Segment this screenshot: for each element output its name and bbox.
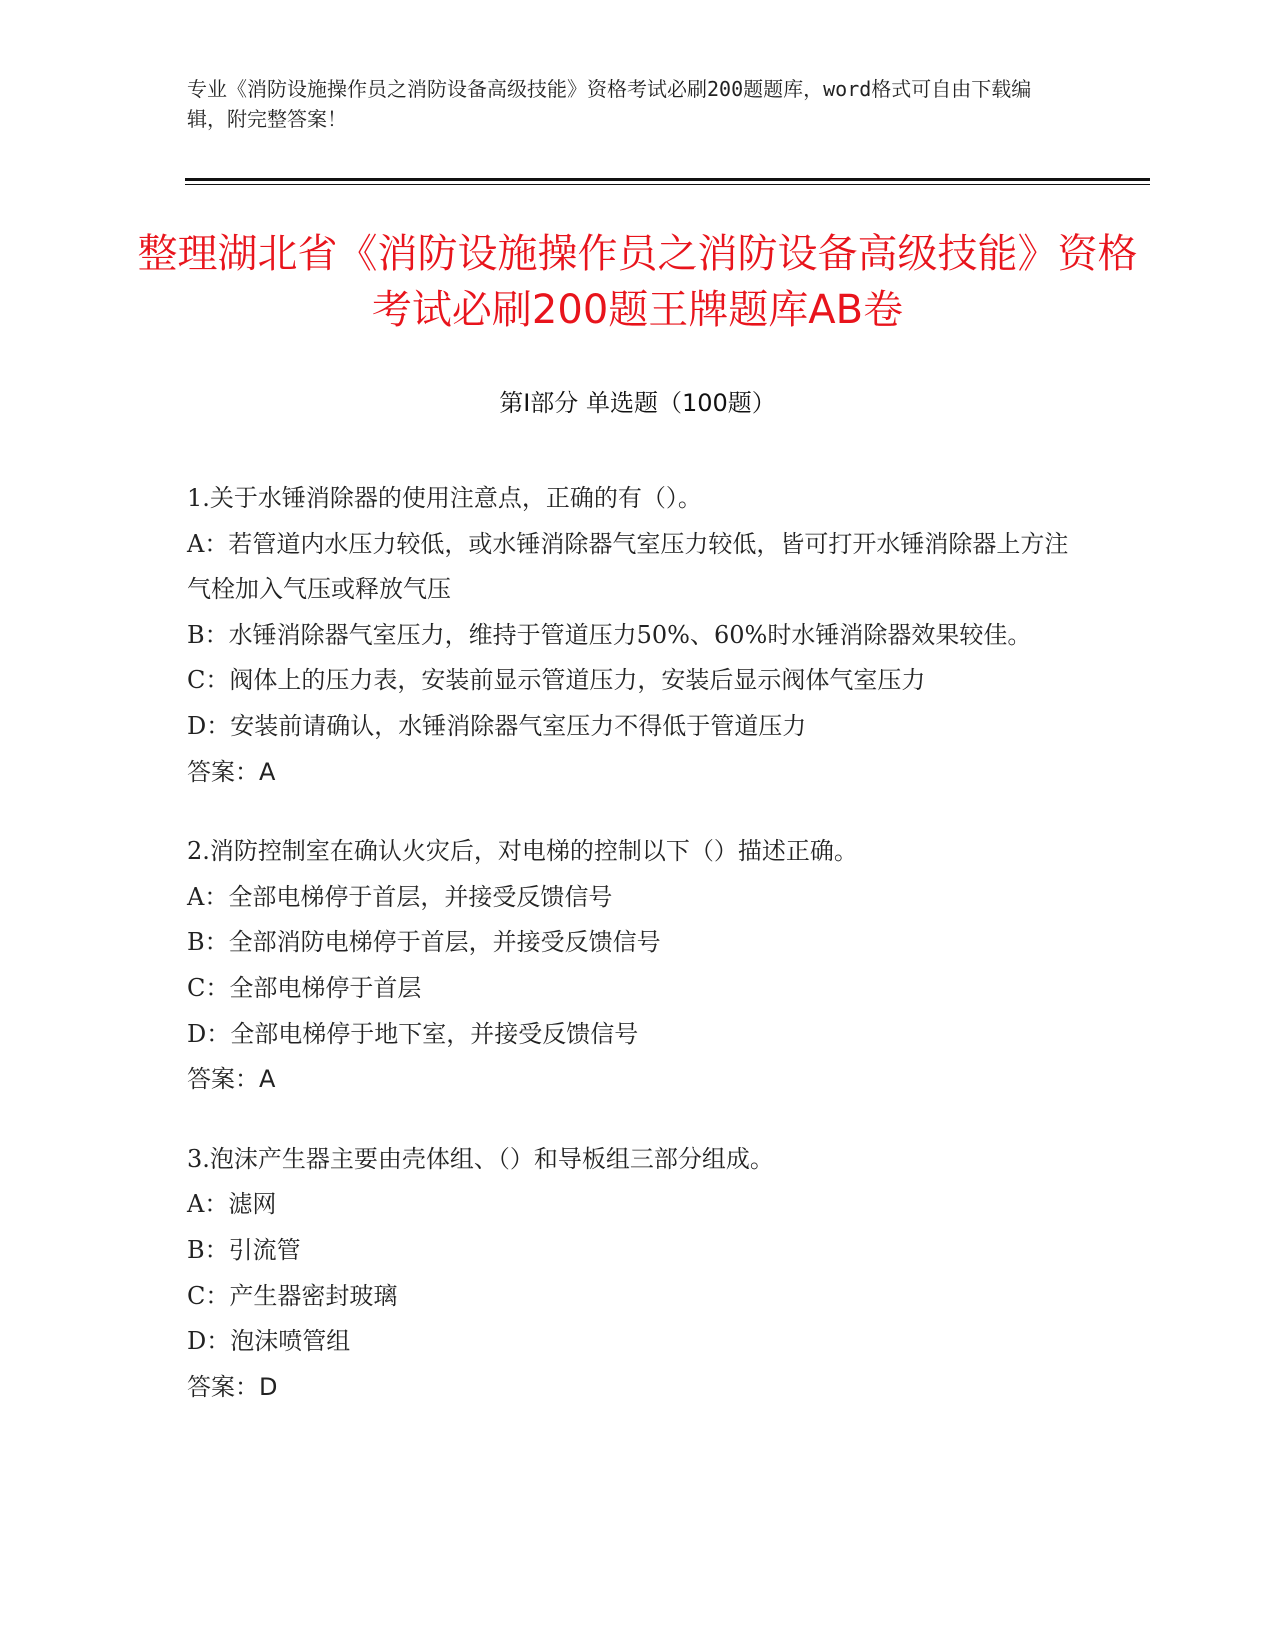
option-d: D：安装前请确认，水锤消除器气室压力不得低于管道压力 — [187, 711, 807, 740]
document-title: 整理湖北省《消防设施操作员之消防设备高级技能》资格考试必刷200题王牌题库AB卷 — [137, 231, 1138, 333]
option-b: B：全部消防电梯停于首层，并接受反馈信号 — [187, 928, 661, 957]
question-1 — [187, 476, 1087, 795]
section-heading: 第Ⅰ部分 单选题（100题） — [499, 389, 776, 417]
header-note: 专业《消防设施操作员之消防设备高级技能》资格考试必刷200题题库，word格式可自由下载编辑，附完整答案！ — [187, 77, 1032, 131]
answer: 答案：A — [187, 1065, 276, 1094]
answer: 答案：D — [187, 1372, 278, 1401]
option-c: C：全部电梯停于首层 — [187, 973, 422, 1002]
option-d: D：泡沫喷管组 — [187, 1327, 351, 1356]
question-stem: 3.泡沫产生器主要由壳体组、（）和导板组三部分组成。 — [187, 1144, 774, 1173]
header-divider-thin — [185, 184, 1150, 185]
option-b: B：水锤消除器气室压力，维持于管道压力50%、60%时水锤消除器效果较佳。 — [187, 620, 1032, 649]
header-divider-thick — [185, 178, 1150, 181]
option-a: A：全部电梯停于首层，并接受反馈信号 — [187, 882, 613, 911]
option-c: C：产生器密封玻璃 — [187, 1281, 398, 1310]
question-3 — [187, 1137, 1087, 1411]
option-d: D：全部电梯停于地下室，并接受反馈信号 — [187, 1019, 639, 1048]
option-b: B：引流管 — [187, 1235, 301, 1264]
option-a: A：滤网 — [187, 1190, 277, 1219]
question-2 — [187, 829, 1087, 1103]
question-list — [187, 476, 1087, 1444]
option-c: C：阀体上的压力表，安装前显示管道压力，安装后显示阀体气室压力 — [187, 666, 926, 695]
answer: 答案：A — [187, 757, 276, 786]
question-stem: 2.消防控制室在确认火灾后，对电梯的控制以下（）描述正确。 — [187, 837, 858, 866]
option-a: A：若管道内水压力较低，或水锤消除器气室压力较低，皆可打开水锤消除器上方注气栓加入气压或释放气压 — [187, 529, 1069, 604]
question-stem: 1.关于水锤消除器的使用注意点，正确的有（）。 — [187, 484, 702, 512]
